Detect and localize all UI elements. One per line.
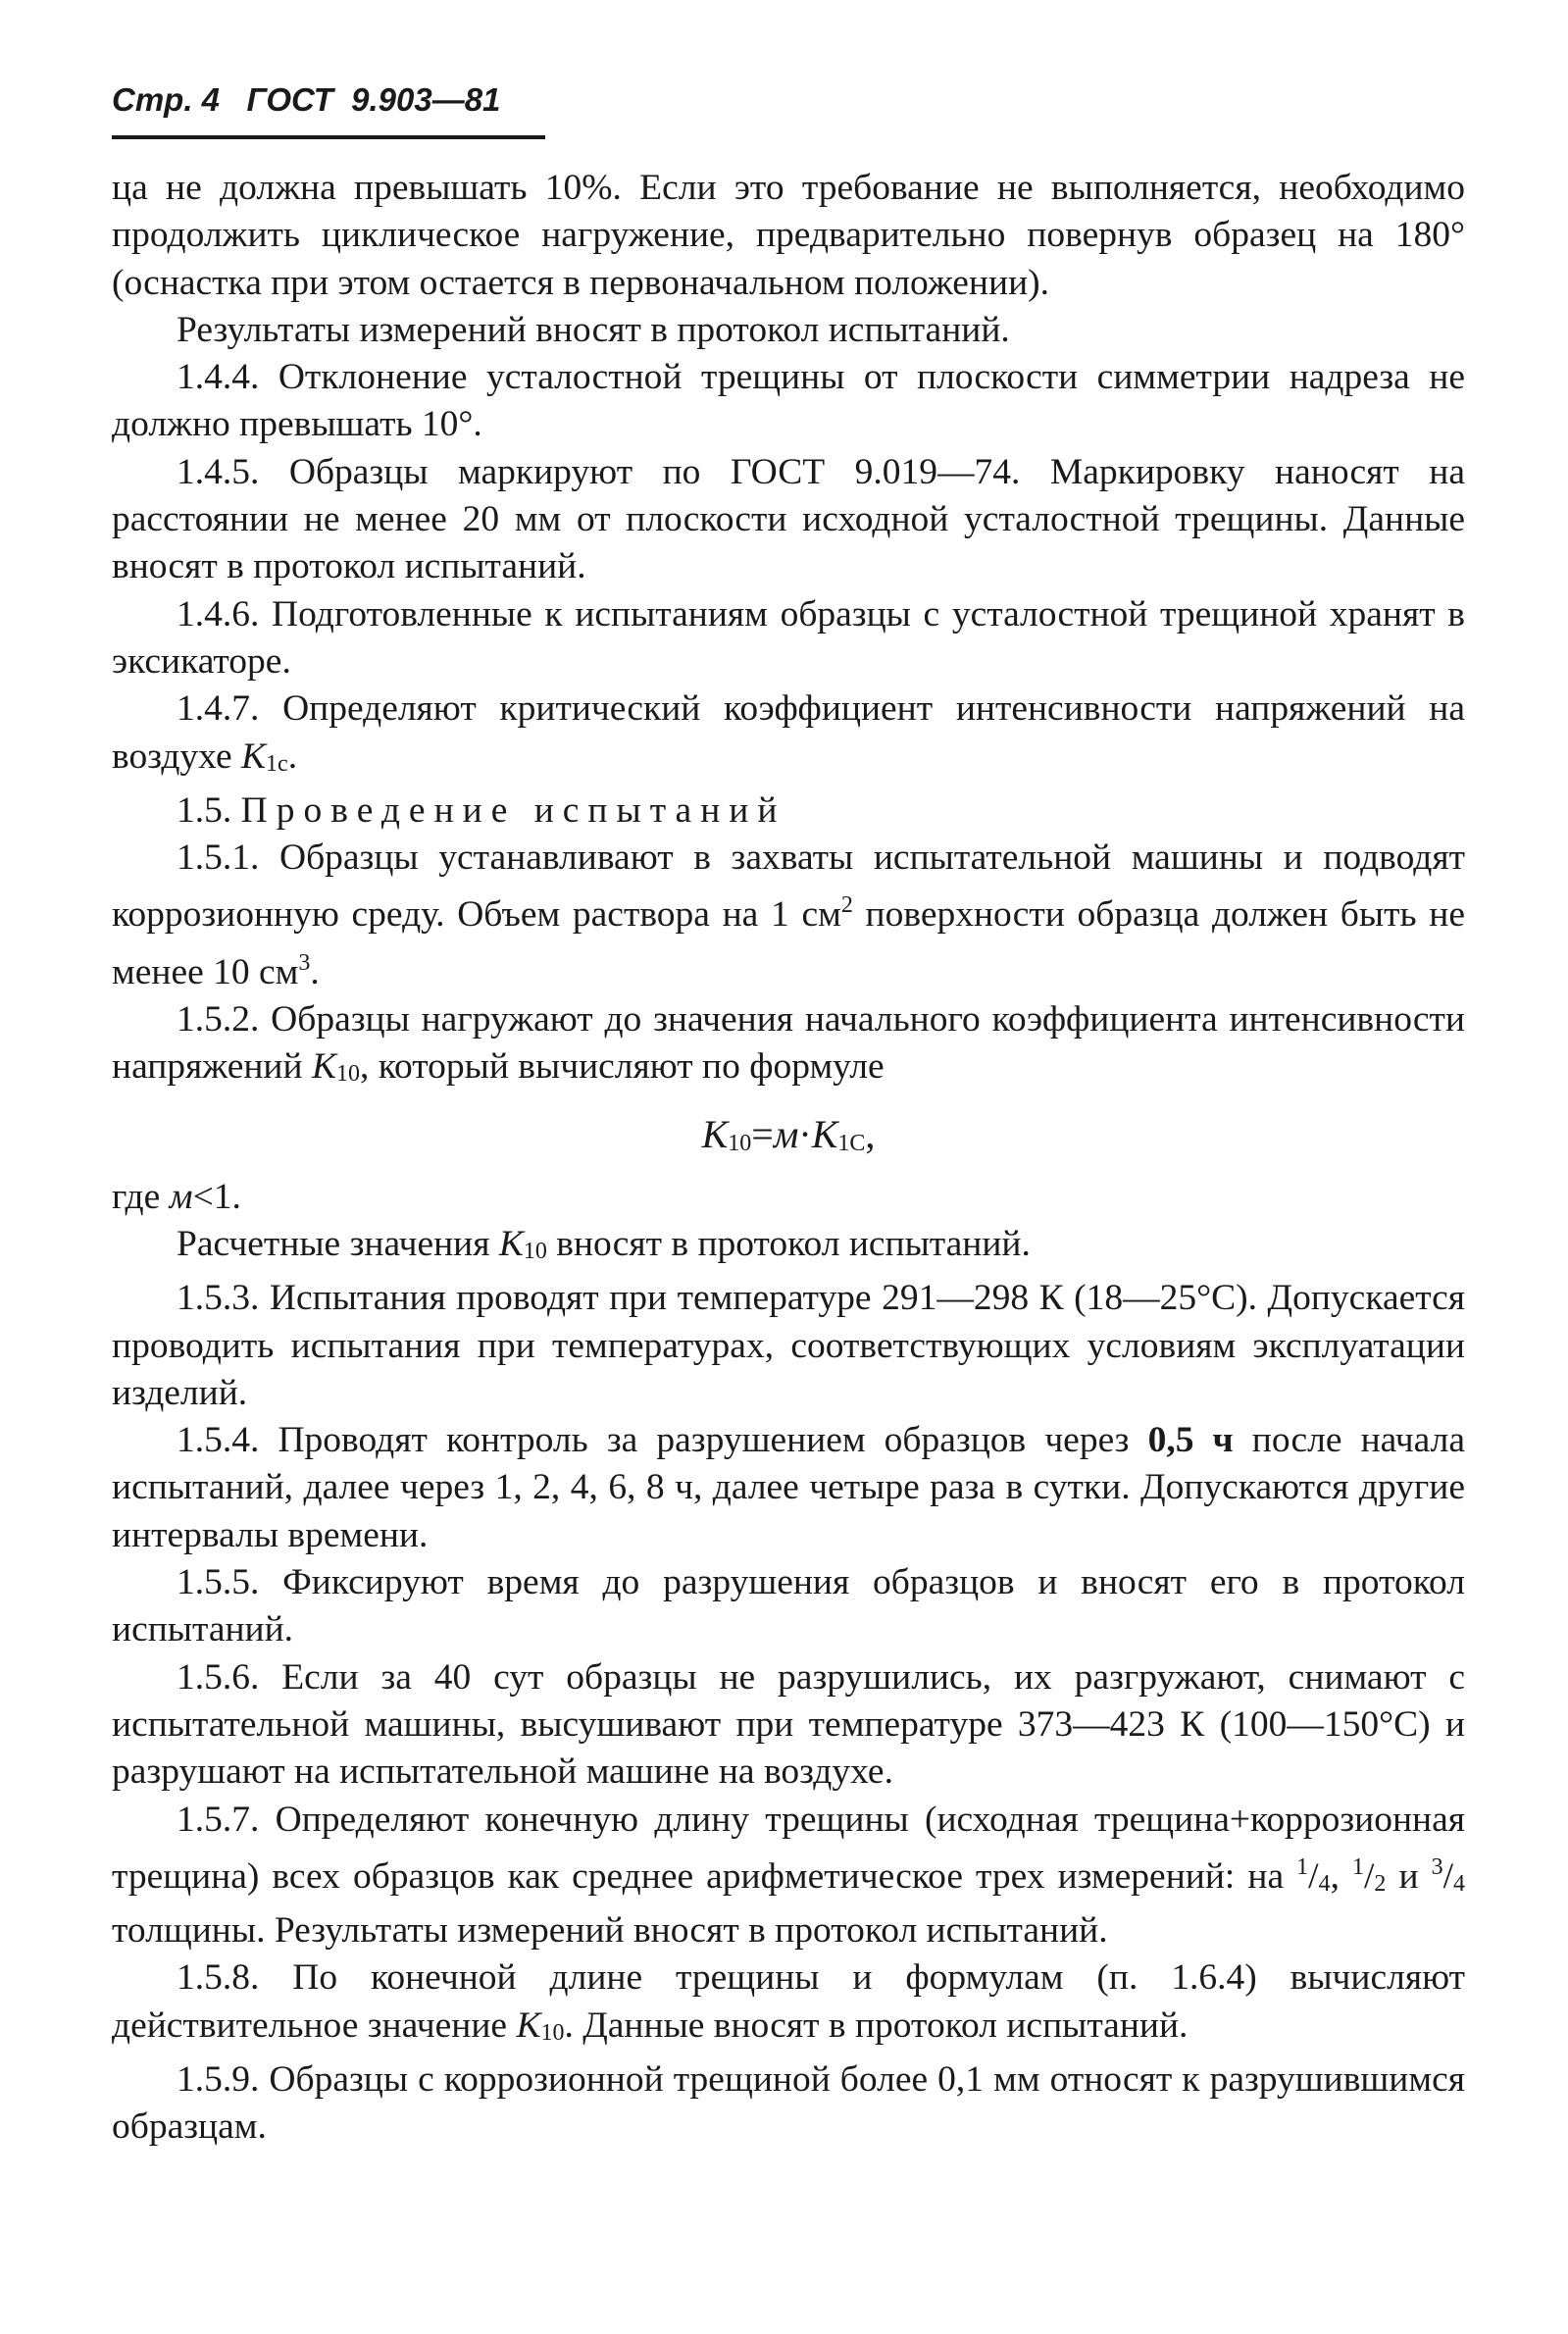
paragraph-1-4-7 bbox=[112, 685, 1465, 787]
text-run: поверхности образца должен быть не менее 10 см bbox=[112, 894, 1465, 992]
paragraph-1-4-6: 1.4.6. Подготовленные к испытаниям образцы с усталостной трещиной хранят в эксикаторе. bbox=[112, 593, 1465, 682]
standard-number: 9.903—81 bbox=[351, 81, 501, 118]
paragraph-1-5-4 bbox=[112, 1417, 1465, 1559]
text-run: и bbox=[1386, 1855, 1432, 1897]
paragraph-1-5-3: 1.5.3. Испытания проводят при температуре 291—298 К (18—25°С). Допускается проводить испытания при температурах, соответствующих условиям эксплуатации изделий. bbox=[112, 1278, 1465, 1413]
paragraph-1-5-2 bbox=[112, 996, 1465, 1098]
superscript: 2 bbox=[840, 892, 853, 919]
text-run: 1.5.7. Определяют конечную длину трещины (исходная трещина+коррозионная трещина) всех образцов как среднее арифметическое трех измерений: на bbox=[112, 1799, 1465, 1897]
text-run: 1.5.1. Образцы устанавливают в захваты испытательной машины и подводят коррозионную среду. Объем раствора на 1 см bbox=[112, 837, 1465, 936]
text-run: . bbox=[310, 951, 320, 992]
paragraph-1-5-7: 1.5.7. Определяют конечную длину трещины (исходная трещина+коррозионная трещина) всех образцов как среднее арифметическое трех измерений: на $^1$/4, $^1$/2 и $^3$/4 толщины. Результаты измерений вносят в протокол испытаний. bbox=[112, 1799, 1465, 1952]
text-run: 1.4.7. Определяют критический коэффициент интенсивности напряжений на воздухе bbox=[112, 688, 1465, 777]
fraction-numerator: 3 bbox=[1431, 1853, 1443, 1880]
text-run: . Данные вносят в протокол испытаний. bbox=[564, 2004, 1189, 2046]
formula bbox=[112, 1104, 1465, 1174]
text-run: , который вычисляют по формуле bbox=[359, 1046, 885, 1088]
paragraph-continuation: ца не должна превышать 10%. Если это требование не выполняется, необходимо продолжить циклическое нагружение, предварительно повернув образец на 180° (оснастка при этом остается в первоначальном положении). bbox=[112, 168, 1465, 303]
document-body bbox=[112, 165, 1465, 2152]
paragraph-1-5-6: 1.5.6. Если за 40 сут образцы не разрушились, их разгружают, снимают с испытательной машины, высушивают при температуре 373—423 К (100—150°С) и разрушают на испытательной машине на воздухе. bbox=[112, 1656, 1465, 1793]
header-rule bbox=[112, 135, 545, 139]
text-run: где bbox=[112, 1176, 170, 1217]
symbol-m: м bbox=[773, 1111, 799, 1156]
text-run: , bbox=[1330, 1855, 1352, 1897]
symbol-k: K bbox=[811, 1111, 838, 1156]
section-number: 1.5. bbox=[177, 789, 241, 831]
page-header bbox=[112, 80, 545, 120]
paragraph-1-4-5: 1.4.5. Образцы маркируют по ГОСТ 9.019—74. Маркировку наносят на расстоянии не менее 20 мм от плоскости исходной усталостной трещины. Данные вносят в протокол испытаний. bbox=[112, 451, 1465, 587]
subscript: 10 bbox=[523, 1238, 547, 1264]
paragraph-calc-values bbox=[112, 1221, 1465, 1275]
paragraph-results: Результаты измерений вносят в протокол испытаний. bbox=[177, 309, 1010, 350]
text-run: 1.5.2. Образцы нагружают до значения начального коэффициента интенсивности напряжений bbox=[112, 999, 1465, 1088]
text-run: <1. bbox=[192, 1176, 241, 1217]
subscript: 10 bbox=[540, 2019, 565, 2046]
formula-where bbox=[112, 1174, 1465, 1221]
section-title: Проведение испытаний bbox=[240, 789, 786, 831]
text-run: 1.5.4. Проводят контроль за разрушением образцов через bbox=[177, 1420, 1148, 1461]
symbol-k: K bbox=[241, 736, 267, 777]
text-run: . bbox=[287, 736, 298, 777]
fraction-numerator: 1 bbox=[1296, 1853, 1309, 1880]
multiply-dot: · bbox=[798, 1111, 812, 1156]
fraction-denominator: 4 bbox=[1453, 1870, 1465, 1897]
text-run: Расчетные значения bbox=[177, 1223, 499, 1264]
section-heading-1-5 bbox=[112, 787, 1465, 835]
paragraph-1-4-4: 1.4.4. Отклонение усталостной трещины от плоскости симметрии надреза не должно превышать 10°. bbox=[112, 357, 1465, 445]
subscript: 1c bbox=[266, 750, 288, 777]
text-run: 1.5.8. По конечной длине трещины и формулам (п. 1.6.4) вычисляют действительное значение bbox=[112, 1957, 1465, 2046]
symbol-m: м bbox=[169, 1176, 193, 1217]
text-run: вносят в протокол испытаний. bbox=[546, 1223, 1031, 1264]
paragraph-1-5-1 bbox=[112, 835, 1465, 996]
text-run: после начала испытаний, далее через 1, 2, 4, 6, 8 ч, далее четыре раза в сутки. Допускаются другие интервалы времени. bbox=[112, 1420, 1465, 1555]
equals-sign: = bbox=[751, 1111, 774, 1156]
text-run: толщины. Результаты измерений вносят в протокол испытаний. bbox=[112, 1910, 1108, 1952]
subscript: 1C bbox=[837, 1130, 866, 1156]
text-run: , bbox=[865, 1111, 876, 1156]
page-number: Стр. 4 bbox=[112, 81, 221, 118]
symbol-k: K bbox=[701, 1111, 729, 1156]
superscript: 3 bbox=[298, 949, 311, 976]
subscript: 10 bbox=[335, 1061, 360, 1088]
fraction-numerator: 1 bbox=[1351, 1853, 1364, 1880]
standard-label: ГОСТ bbox=[246, 81, 333, 118]
symbol-k: K bbox=[498, 1223, 524, 1264]
bold-run: 0,5 ч bbox=[1147, 1420, 1234, 1461]
symbol-k: K bbox=[516, 2004, 541, 2046]
paragraph-1-5-9: 1.5.9. Образцы с коррозионной трещиной более 0,1 мм относят к разрушившимся образцам. bbox=[112, 2058, 1465, 2148]
paragraph-1-5-5: 1.5.5. Фиксируют время до разрушения образцов и вносят его в протокол испытаний. bbox=[112, 1562, 1465, 1650]
symbol-k: K bbox=[311, 1046, 336, 1088]
fraction-denominator: 4 bbox=[1318, 1870, 1331, 1897]
subscript: 10 bbox=[728, 1130, 752, 1156]
fraction-denominator: 2 bbox=[1374, 1870, 1387, 1897]
paragraph-1-5-8 bbox=[112, 1954, 1465, 2056]
